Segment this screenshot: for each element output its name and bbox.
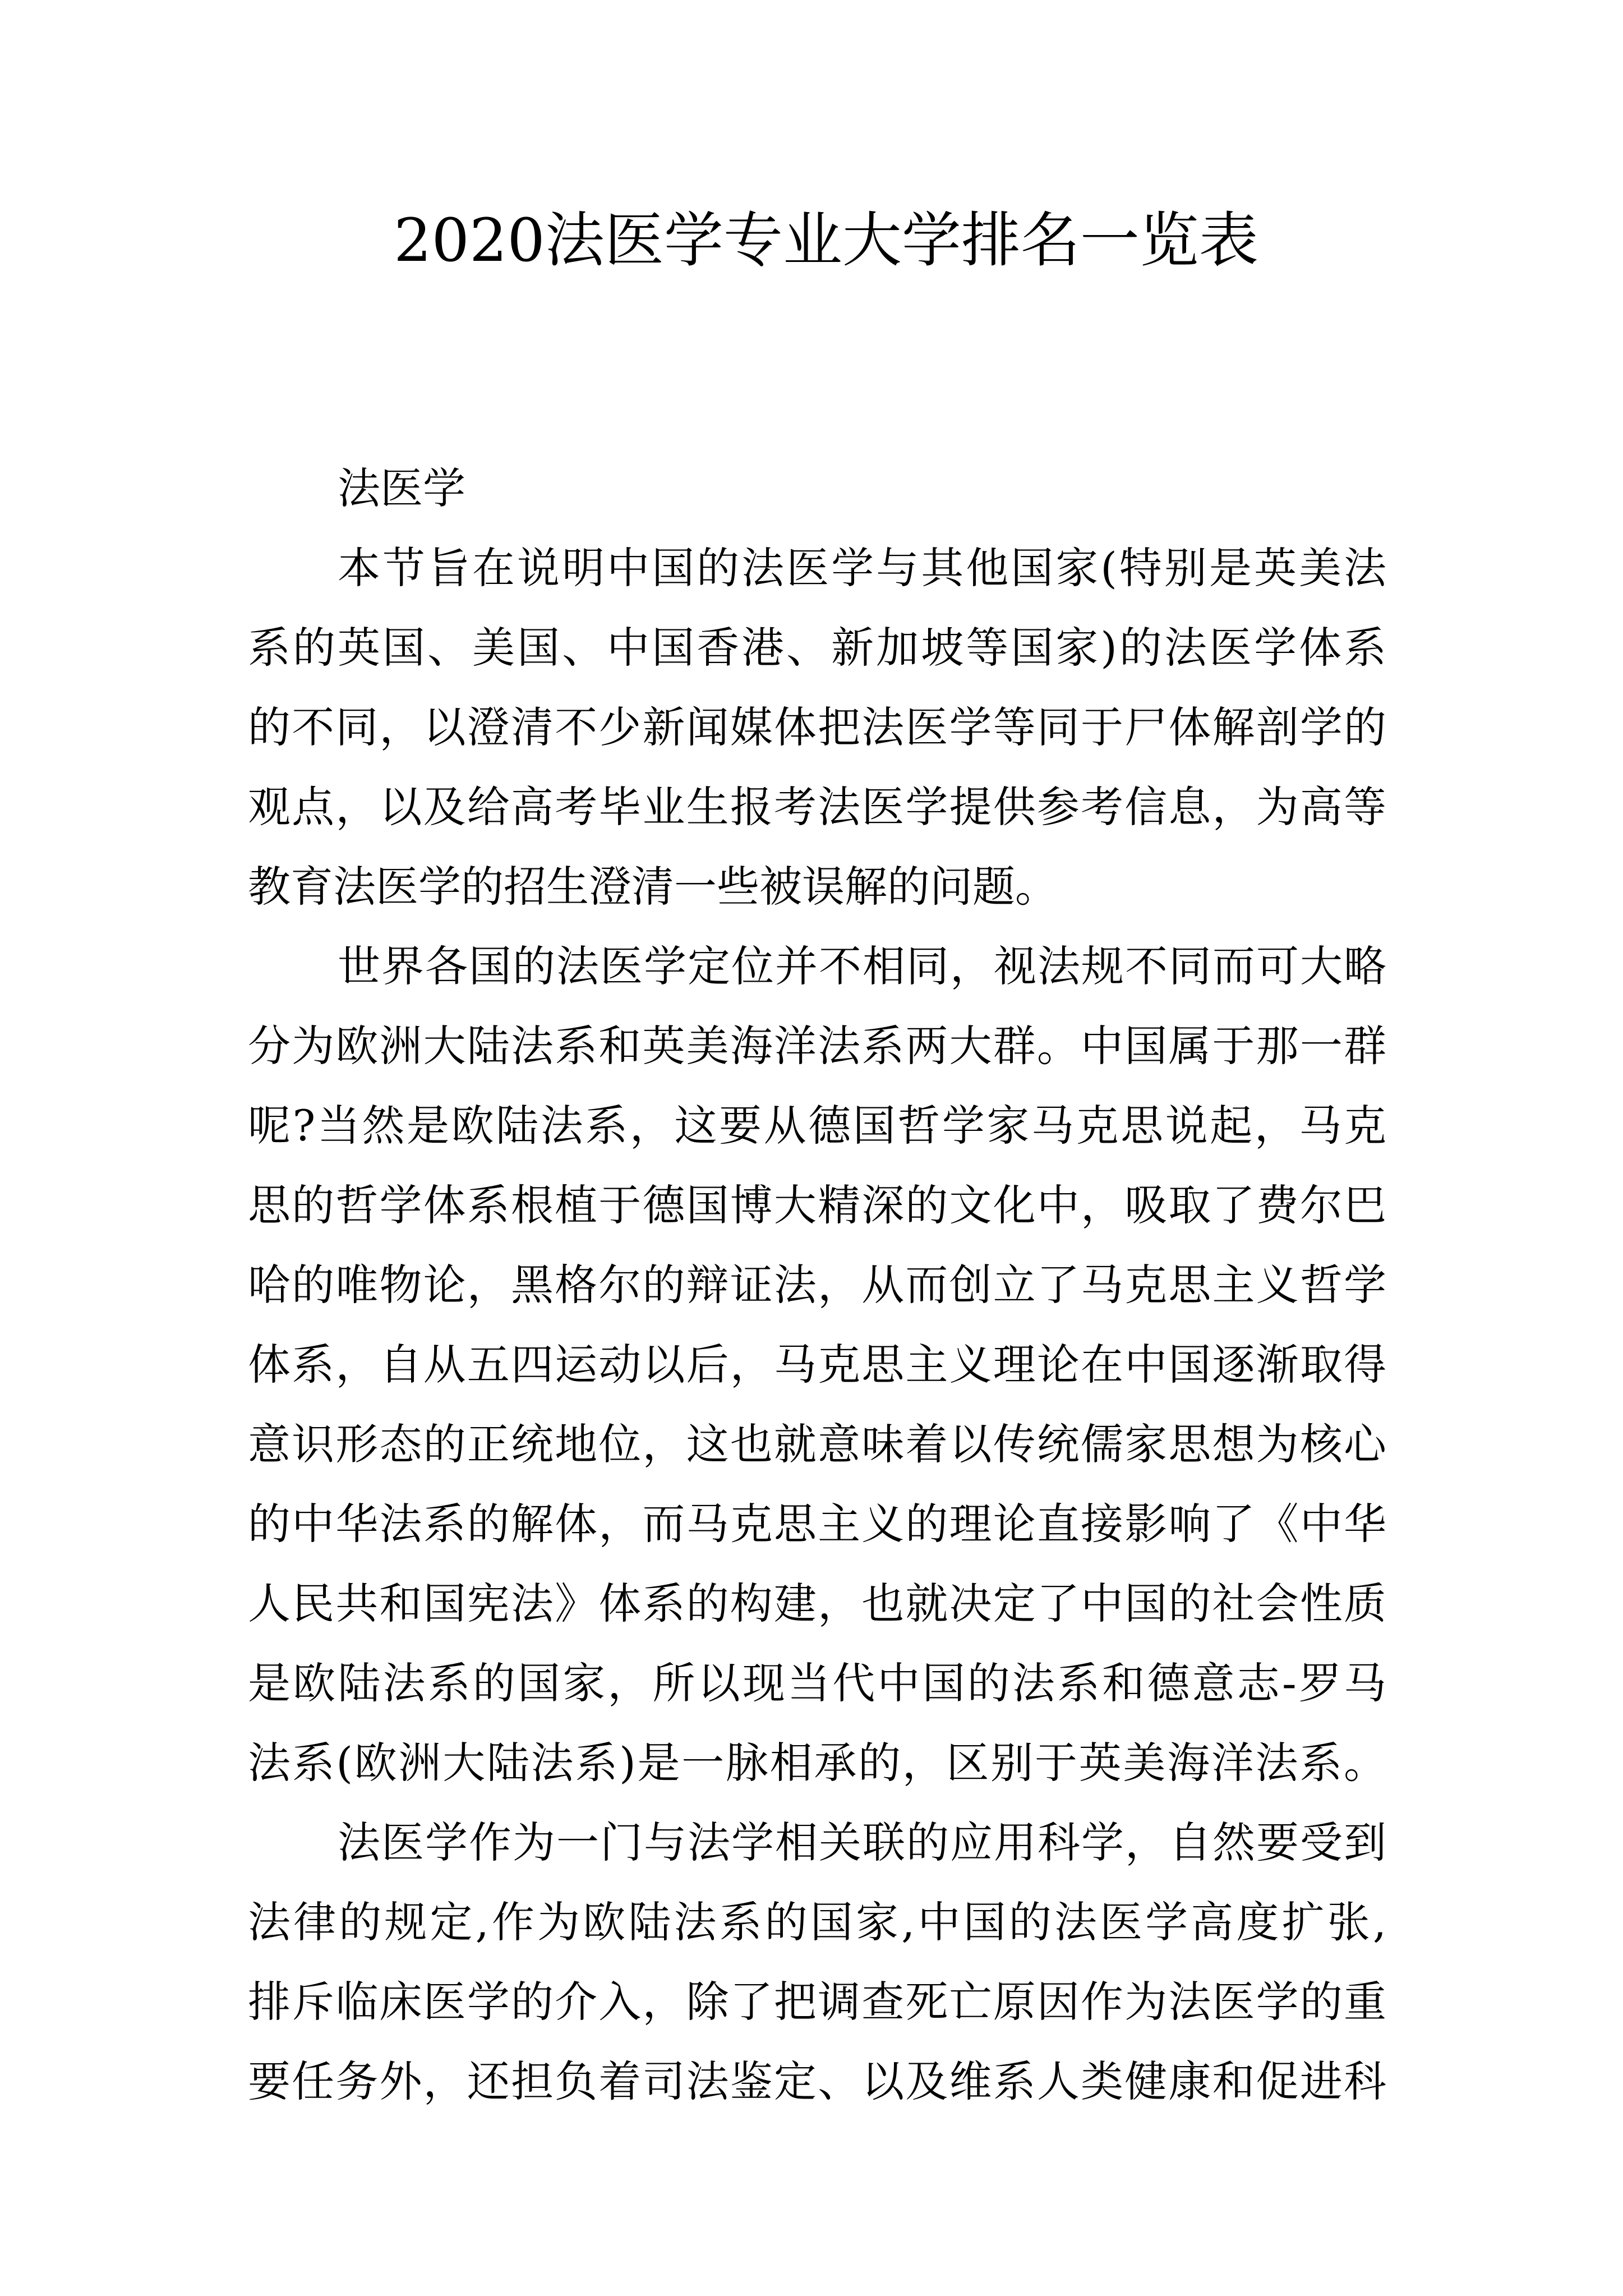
paragraph-intro bbox=[248, 528, 1386, 927]
text-line: 体系，自从五四运动以后，马克思主义理论在中国逐渐取得 bbox=[248, 1340, 1386, 1389]
text-line: 意识形态的正统地位，这也就意味着以传统儒家思想为核心 bbox=[248, 1419, 1386, 1469]
text-line: 分为欧洲大陆法系和英美海洋法系两大群。中国属于那一群 bbox=[248, 1021, 1386, 1071]
text-line: 思的哲学体系根植于德国博大精深的文化中，吸取了费尔巴 bbox=[248, 1180, 1386, 1230]
text-line: 的不同，以澄清不少新闻媒体把法医学等同于尸体解剖学的 bbox=[248, 702, 1386, 752]
text-line: 排斥临床医学的介入，除了把调查死亡原因作为法医学的重 bbox=[248, 1977, 1386, 2027]
paragraph-forensic-scope bbox=[248, 1803, 1386, 2122]
text-line: 法系(欧洲大陆法系)是一脉相承的，区别于英美海洋法系。 bbox=[248, 1738, 1386, 1788]
text-line: 的中华法系的解体，而马克思主义的理论直接影响了《中华 bbox=[248, 1499, 1386, 1549]
text-line: 世界各国的法医学定位并不相同，视法规不同而可大略 bbox=[338, 941, 1386, 991]
text-line: 要任务外，还担负着司法鉴定、以及维系人类健康和促进科 bbox=[248, 2056, 1386, 2106]
document-body bbox=[248, 449, 1386, 2122]
text-line: 法医学作为一门与法学相关联的应用科学，自然要受到 bbox=[338, 1818, 1386, 1867]
text-line: 呢?当然是欧陆法系，这要从德国哲学家马克思说起，马克 bbox=[248, 1101, 1386, 1151]
text-line: 人民共和国宪法》体系的构建，也就决定了中国的社会性质 bbox=[248, 1579, 1386, 1628]
text-line: 观点，以及给高考毕业生报考法医学提供参考信息，为高等 bbox=[248, 782, 1386, 832]
text-line: 是欧陆法系的国家，所以现当代中国的法系和德意志-罗马 bbox=[248, 1658, 1386, 1708]
text-line: 法律的规定,作为欧陆法系的国家,中国的法医学高度扩张, bbox=[248, 1897, 1386, 1947]
text-line: 系的英国、美国、中国香港、新加坡等国家)的法医学体系 bbox=[248, 623, 1386, 673]
section-heading: 法医学 bbox=[338, 463, 465, 513]
text-line: 哈的唯物论，黑格尔的辩证法，从而创立了马克思主义哲学 bbox=[248, 1260, 1386, 1310]
text-line: 本节旨在说明中国的法医学与其他国家(特别是英美法 bbox=[338, 543, 1386, 593]
paragraph-legal-systems bbox=[248, 927, 1386, 1803]
text-line: 教育法医学的招生澄清一些被误解的问题。 bbox=[248, 862, 1058, 912]
document-title: 2020法医学专业大学排名一览表 bbox=[394, 206, 1258, 275]
